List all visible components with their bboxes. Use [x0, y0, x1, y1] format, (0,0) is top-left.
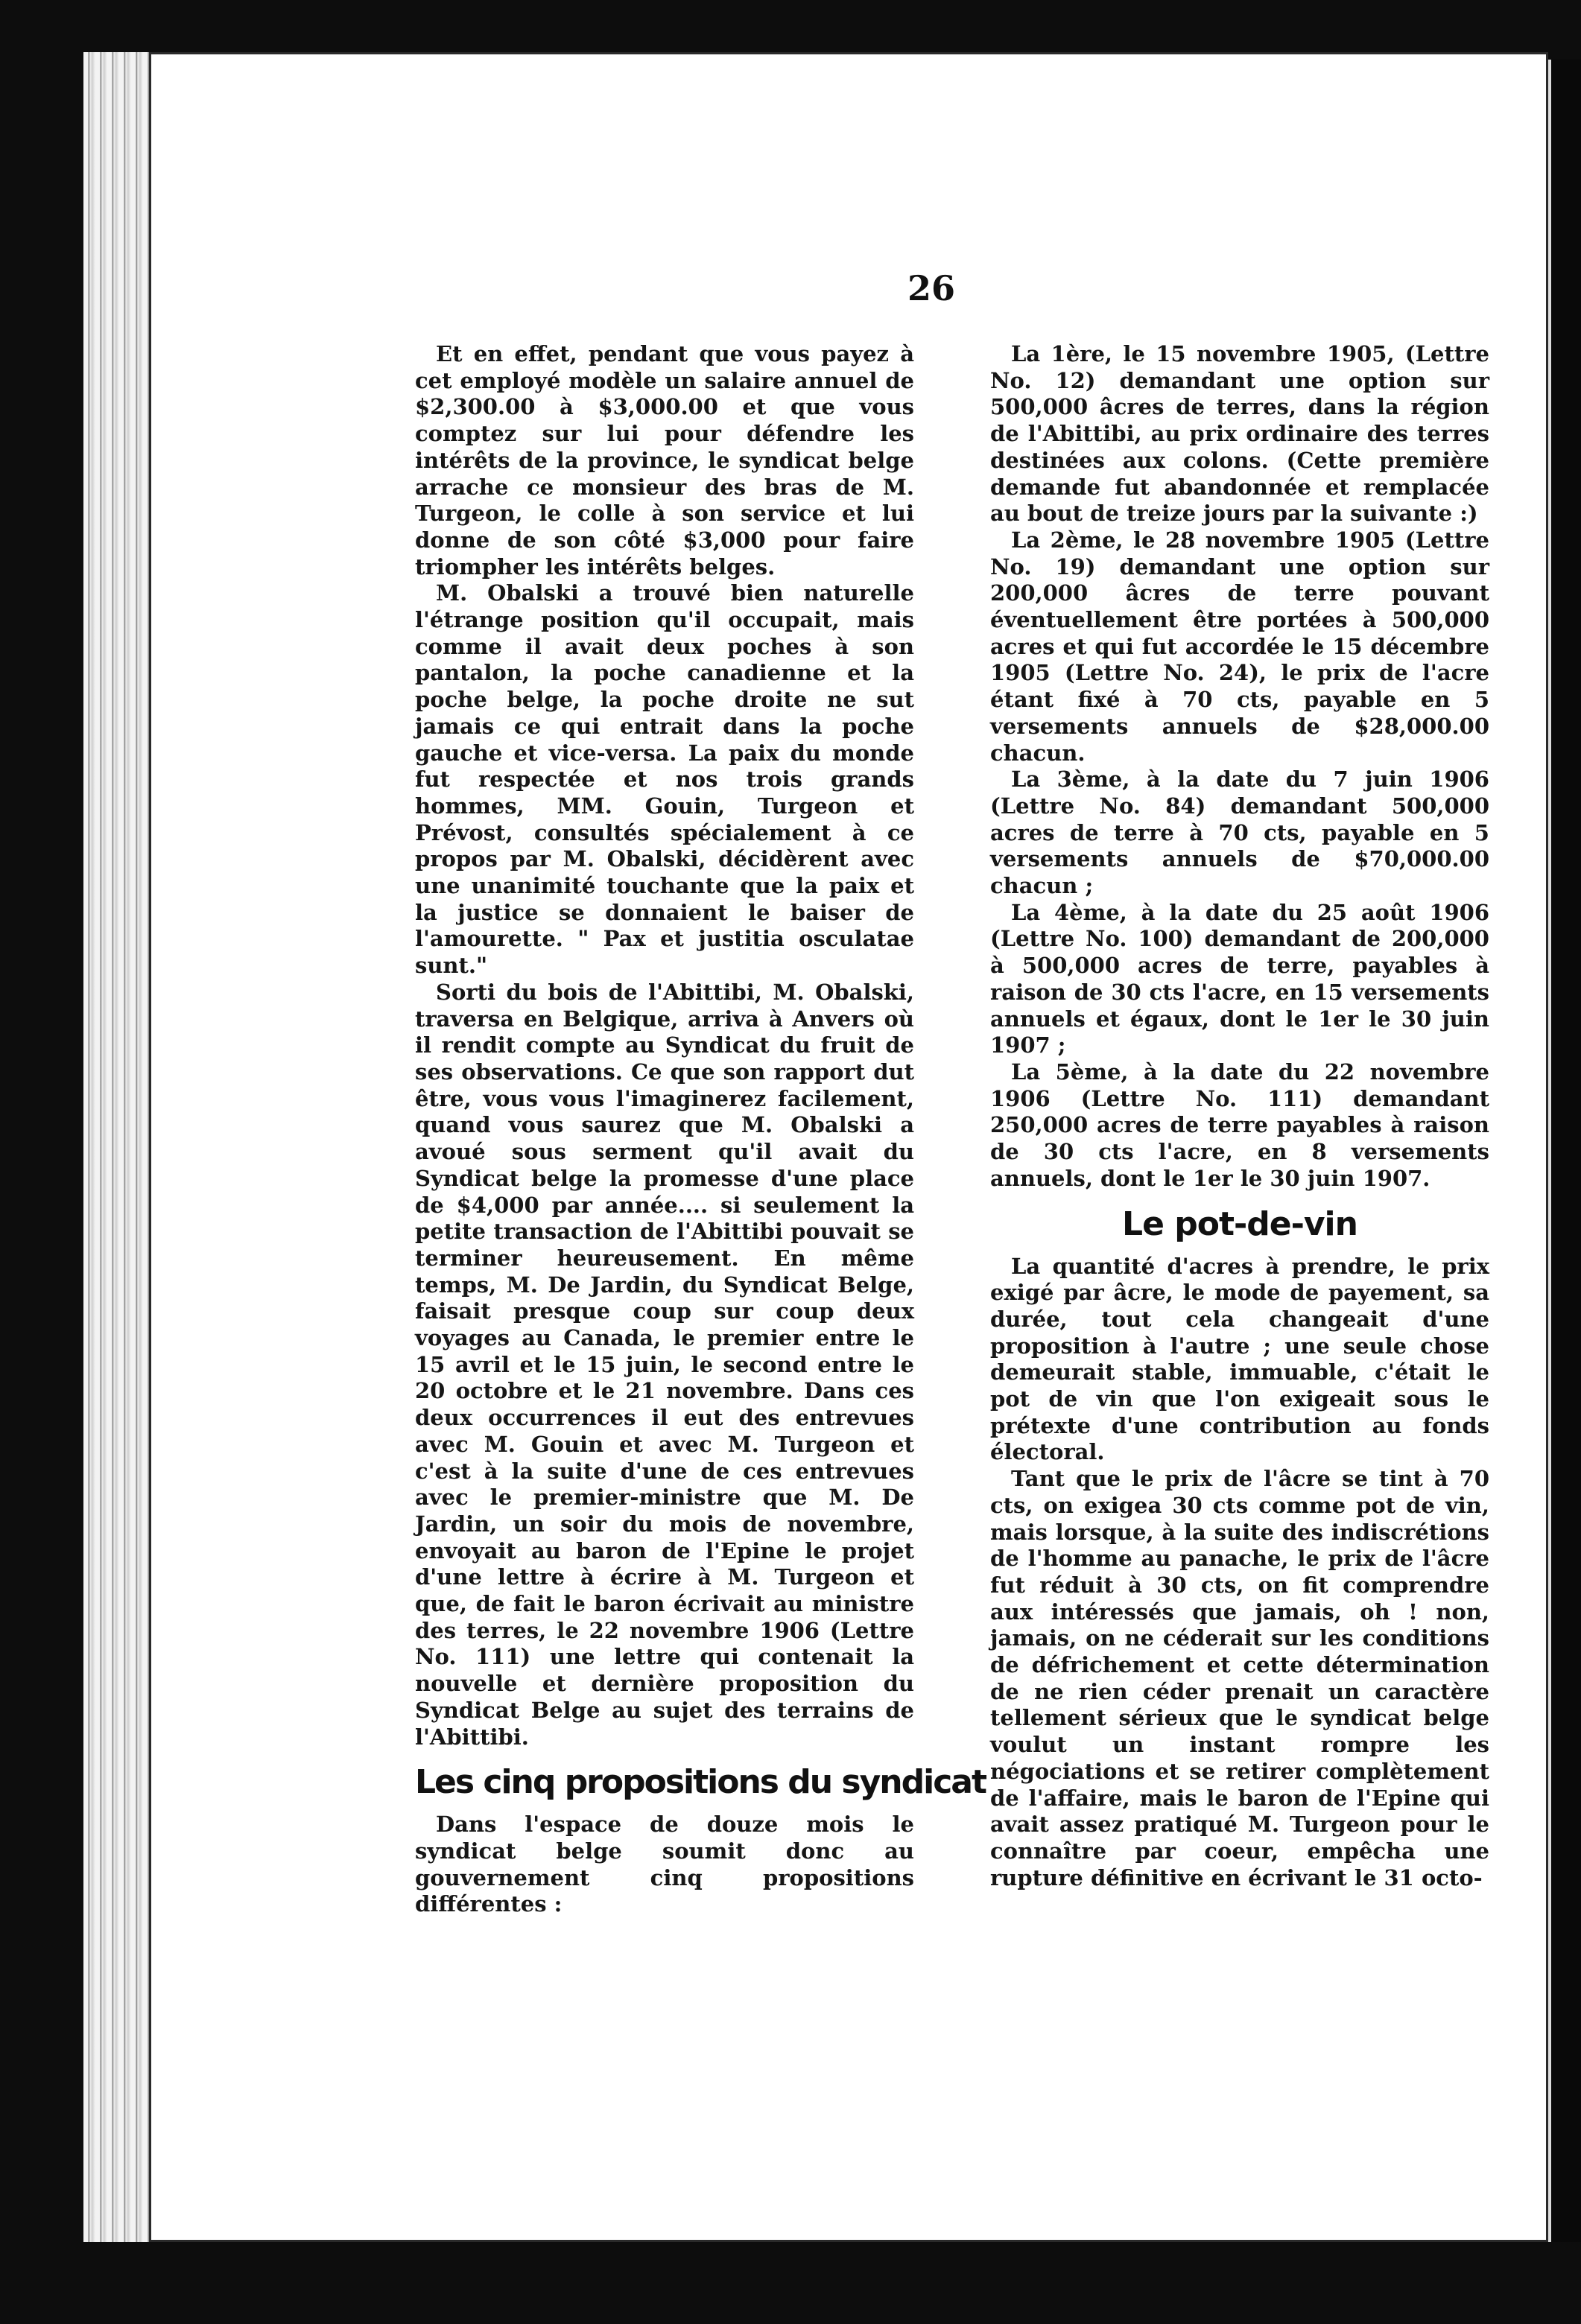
right-paragraph: Tant que le prix de l'âcre se tint à 70 cts, on exigea 30 cts comme pot de vin, mais lorsque, à la suite des indiscrétions de l'homme au panache, le prix de l'âcre fut réduit à 30 cts, on fit comprendre aux intéressés que jamais, oh ! non, jamais, on ne céderait sur les conditions de défrichement et cette détermination de ne rien céder prenait un caractère tellement sérieux que le syndicat belge voulut un instant rompre les négociations et se retirer complètement de l'affaire, mais le baron de l'Epine qui avait assez pratiqué M. Turgeon pour le connaître par coeur, empêcha une rupture définitive en écrivant le 31 octo-	[990, 1466, 1489, 1890]
section-heading-cinq-propositions: Les cinq propositions du syndicat	[415, 1763, 986, 1802]
right-paragraph: La 2ème, le 28 novembre 1905 (Lettre No. 19) demandant une option sur 200,000 âcres de terre pouvant éventuellement être portées à 500,000 acres et qui fut accordée le 15 décembre 1905 (Lettre No. 24), le prix de l'acre étant fixé à 70 cts, payable en 5 versements annuels de $28,000.00 chacun.	[990, 527, 1489, 766]
left-column	[415, 341, 986, 1918]
right-paragraph: La 4ème, à la date du 25 août 1906 (Lettre No. 100) demandant de 200,000 à 500,000 acres de terre, payables à raison de 30 cts l'acre, en 15 versements annuels et égaux, dont le 1er le 30 juin 1907 ;	[990, 899, 1489, 1058]
left-paragraph: Sorti du bois de l'Abittibi, M. Obalski, traversa en Belgique, arriva à Anvers où il rendit compte au Syndicat du fruit de ses observations. Ce que son rapport dut être, vous vous l'imaginerez facilement, quand vous saurez que M. Obalski a avoué sous serment qu'il avait du Syndicat belge la promesse d'une place de $4,000 par année.... si seulement la petite transaction de l'Abittibi pouvait se terminer heureusement. En même temps, M. De Jardin, du Syndicat Belge, faisait presque coup sur coup deux voyages au Canada, le premier entre le 15 avril et le 15 juin, le second entre le 20 octobre et le 21 novembre. Dans ces deux occurrences il eut des entrevues avec M. Gouin et avec M. Turgeon et c'est à la suite d'une de ces entrevues avec le premier-ministre que M. De Jardin, un soir du mois de novembre, envoyait au baron de l'Epine le projet d'une lettre à écrire à M. Turgeon et que, de fait le baron écrivait au ministre des terres, le 22 novembre 1906 (Lettre No. 111) une lettre qui contenait la nouvelle et dernière proposition du Syndicat Belge au sujet des terrains de l'Abittibi.	[415, 979, 914, 1750]
right-paragraph: La 5ème, à la date du 22 novembre 1906 (Lettre No. 111) demandant 250,000 acres de terre payables à raison de 30 cts l'acre, en 8 versements annuels, dont le 1er le 30 juin 1907.	[990, 1058, 1489, 1191]
right-column	[990, 341, 1489, 1891]
left-paragraph: Dans l'espace de douze mois le syndicat belge soumit donc au gouvernement cinq propositions différentes :	[415, 1812, 914, 1917]
section-heading-pot-de-vin: Le pot-de-vin	[1122, 1204, 1357, 1243]
left-paragraph: Et en effet, pendant que vous payez à cet employé modèle un salaire annuel de $2,300.00 à $3,000.00 et que vous comptez sur lui pour défendre les intérêts de la province, le syndicat belge arrache ce monsieur des bras de M. Turgeon, le colle à son service et lui donne de son côté $3,000 pour faire triompher les intérêts belges.	[415, 341, 914, 580]
right-paragraph: La quantité d'acres à prendre, le prix exigé par âcre, le mode de payement, sa durée, tout cela changeait d'une proposition à l'autre ; une seule chose demeurait stable, immuable, c'était le pot de vin que l'on exigeait sous le prétexte d'une contribution au fonds électoral.	[990, 1253, 1489, 1465]
left-paragraph: M. Obalski a trouvé bien naturelle l'étrange position qu'il occupait, mais comme il avait deux poches à son pantalon, la poche canadienne et la poche belge, la poche droite ne sut jamais ce qui entrait dans la poche gauche et vice-versa. La paix du monde fut respectée et nos trois grands hommes, MM. Gouin, Turgeon et Prévost, consultés spécialement à ce propos par M. Obalski, décidèrent avec une unanimité touchante que la paix et la justice se donnaient le baiser de l'amourette. " Pax et justitia osculatae sunt."	[415, 580, 914, 979]
facing-page-edge	[1548, 60, 1581, 2242]
page-number: 26	[907, 268, 956, 308]
right-paragraph: La 1ère, le 15 novembre 1905, (Lettre No. 12) demandant une option sur 500,000 âcres de terres, dans la région de l'Abittibi, au prix ordinaire des terres destinées aux colons. (Cette première demande fut abandonnée et remplacée au bout de treize jours par la suivante :)	[990, 341, 1489, 527]
page-binding-edge	[83, 52, 151, 2242]
right-paragraph: La 3ème, à la date du 7 juin 1906 (Lettre No. 84) demandant 500,000 acres de terre à 70 cts, payable en 5 versements annuels de $70,000.00 chacun ;	[990, 766, 1489, 899]
